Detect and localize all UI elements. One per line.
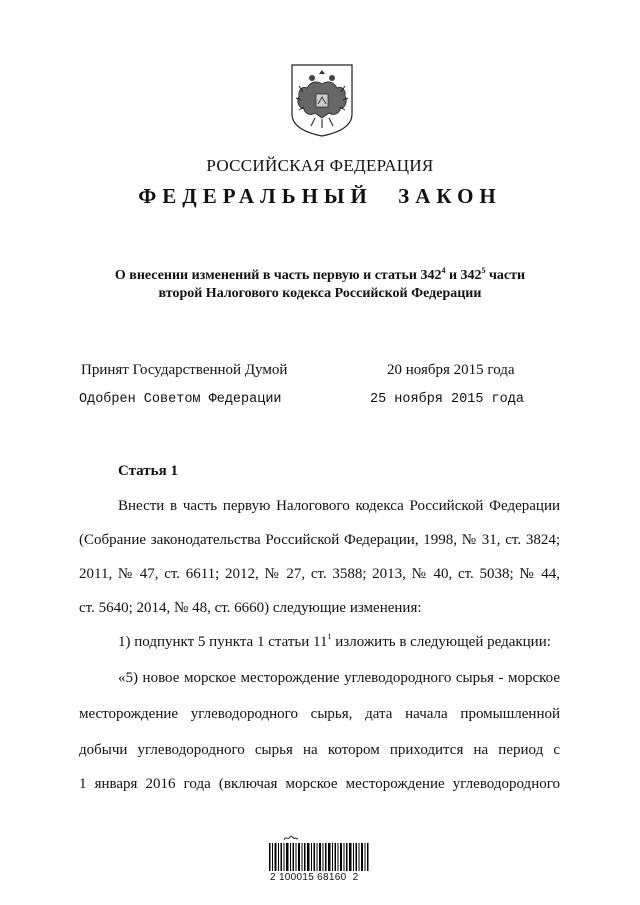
- body-line: добычи углеводородного сырья на котором приходится на период с: [79, 742, 560, 758]
- body-line: [118, 634, 551, 651]
- body-superscript: 1: [327, 632, 332, 641]
- body-text: 1) подпункт 5 пункта 1 статьи 11: [118, 634, 328, 650]
- body-text: изложить в следующей редакции:: [331, 634, 551, 650]
- law-title-line-1: [0, 268, 640, 284]
- country-name: РОССИЙСКАЯ ФЕДЕРАЦИЯ: [206, 156, 434, 175]
- body-line: месторождение углеводородного сырья, дата начала промышленной: [79, 706, 560, 722]
- body-line: 1 января 2016 года (включая морское месторождение углеводородного: [79, 776, 560, 792]
- coat-of-arms-icon: [289, 62, 355, 138]
- council-approval-date: 25 ноября 2015 года: [370, 392, 524, 407]
- barcode-icon: [269, 843, 369, 871]
- signature-mark-icon: [283, 833, 299, 842]
- body-line: (Собрание законодательства Российской Федерации, 1998, № 31, ст. 3824;: [79, 532, 560, 548]
- title-superscript: 4: [441, 266, 446, 275]
- barcode-number: 2 100015 68160 2: [270, 872, 359, 883]
- duma-adoption-label: Принят Государственной Думой: [81, 362, 288, 378]
- duma-adoption-date: 20 ноября 2015 года: [387, 362, 515, 378]
- title-superscript: 5: [481, 266, 486, 275]
- title-text: части: [485, 268, 526, 283]
- body-line: ст. 5640; 2014, № 48, ст. 6660) следующие изменения:: [79, 600, 422, 616]
- law-title-line-2: второй Налогового кодекса Российской Федерации: [158, 286, 482, 301]
- title-text: и 342: [445, 268, 482, 283]
- article-heading: Статья 1: [118, 463, 178, 479]
- council-approval-label: Одобрен Советом Федерации: [79, 392, 282, 407]
- body-line: 2011, № 47, ст. 6611; 2012, № 27, ст. 3588; 2013, № 40, ст. 5038; № 44,: [79, 566, 560, 582]
- body-line: «5) новое морское месторождение углеводородного сырья - морское: [118, 670, 560, 686]
- title-text: О внесении изменений в часть первую и статьи 342: [114, 268, 442, 283]
- document-type: ФЕДЕРАЛЬНЫЙ ЗАКОН: [138, 184, 502, 208]
- body-line: Внести в часть первую Налогового кодекса Российской Федерации: [118, 498, 560, 514]
